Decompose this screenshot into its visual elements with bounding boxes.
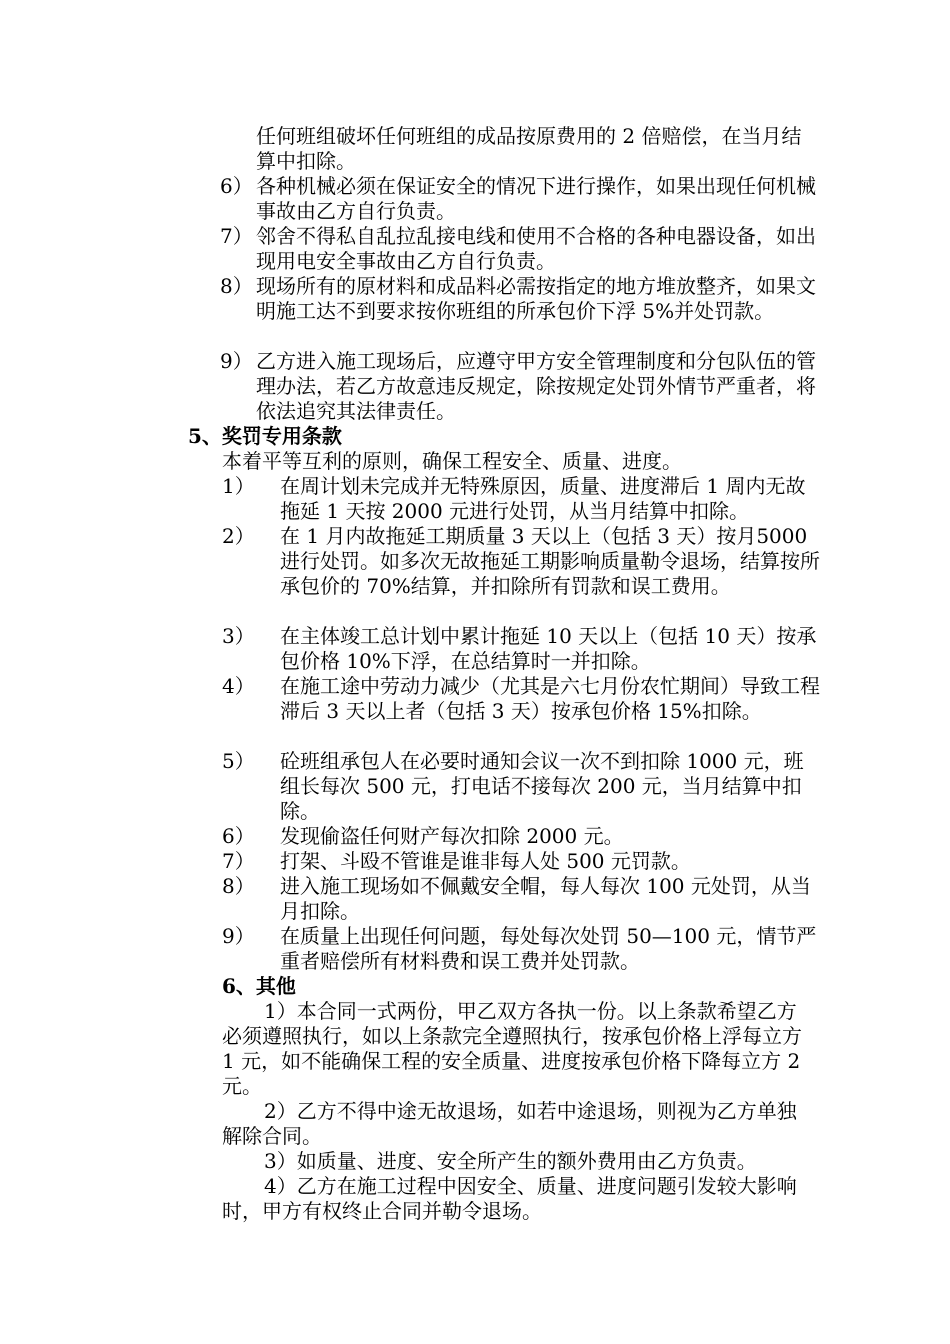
item-number: 3） — [222, 624, 255, 648]
item-number: 7） — [220, 224, 253, 248]
item-text: 打架、斗殴不管谁是谁非每人处 500 元罚款。 — [280, 849, 691, 873]
item-text: 在 1 月内故拖延工期质量 3 天以上（包括 3 天）按月5000 进行处罚。如多次无故拖延工期影响质量勒令退场，结算按所承包价的 70%结算，并扣除所有罚款和误工费用。 — [280, 524, 820, 598]
item-number: 8） — [220, 274, 253, 298]
item-text: 在主体竣工总计划中累计拖延 10 天以上（包括 10 天）按承包价格 10%下浮，在总结算时一并扣除。 — [280, 624, 817, 673]
list-item — [222, 524, 822, 599]
item-number: 6） — [220, 174, 253, 198]
paragraph: 4）乙方在施工过程中因安全、质量、进度问题引发较大影响时，甲方有权终止合同并勒令退场。 — [222, 1174, 797, 1223]
paragraph: 1）本合同一式两份，甲乙双方各执一份。以上条款希望乙方必须遵照执行，如以上条款完全遵照执行，按承包价格上浮每立方 1 元，如不能确保工程的安全质量、进度按承包价格下降每立方 2 元。 — [222, 999, 802, 1098]
item-number: 1） — [222, 474, 255, 498]
list-item — [222, 474, 822, 524]
section-heading-5: 5、奖罚专用条款 — [188, 424, 342, 448]
list-item — [222, 824, 822, 849]
item-text: 在施工途中劳动力减少（尤其是六七月份农忙期间）导致工程滞后 3 天以上者（包括 3 天）按承包价格 15%扣除。 — [280, 674, 820, 723]
list-item — [220, 274, 820, 324]
item-number: 9） — [220, 349, 253, 373]
item-number: 4） — [222, 674, 255, 698]
item-number: 9） — [222, 924, 255, 948]
list-item — [222, 674, 822, 724]
item-text: 邻舍不得私自乱拉乱接电线和使用不合格的各种电器设备，如出现用电安全事故由乙方自行负责。 — [256, 224, 816, 273]
paragraph: 2）乙方不得中途无故退场，如若中途退场，则视为乙方单独解除合同。 — [222, 1099, 797, 1148]
item-text: 在质量上出现任何问题，每处每次处罚 50—100 元，情节严重者赔偿所有材料费和误工费并处罚款。 — [280, 924, 817, 973]
list-item — [222, 749, 822, 824]
item-text: 发现偷盗任何财产每次扣除 2000 元。 — [280, 824, 624, 848]
item-text: 在周计划未完成并无特殊原因，质量、进度滞后 1 周内无故拖延 1 天按 2000 元进行处罚，从当月结算中扣除。 — [280, 474, 806, 523]
list-item — [222, 924, 822, 974]
item-text: 现场所有的原材料和成品料必需按指定的地方堆放整齐，如果文明施工达不到要求按你班组的所承包价下浮 5%并处罚款。 — [256, 274, 816, 323]
list-item — [220, 174, 820, 224]
item-number: 2） — [222, 524, 255, 548]
list-item — [222, 849, 822, 874]
item-number: 5） — [222, 749, 255, 773]
list-item — [220, 349, 820, 424]
item-text: 各种机械必须在保证安全的情况下进行操作，如果出现任何机械事故由乙方自行负责。 — [256, 174, 816, 223]
section-heading-6: 6、其他 — [222, 974, 296, 998]
item-text: 乙方进入施工现场后，应遵守甲方安全管理制度和分包队伍的管理办法，若乙方故意违反规定，除按规定处罚外情节严重者，将依法追究其法律责任。 — [256, 349, 816, 423]
item-number: 6） — [222, 824, 255, 848]
list-item — [220, 224, 820, 274]
item-number: 8） — [222, 874, 255, 898]
paragraph: 3）如质量、进度、安全所产生的额外费用由乙方负责。 — [264, 1149, 757, 1173]
list-item — [222, 874, 822, 924]
continuation-text: 任何班组破坏任何班组的成品按原费用的 2 倍赔偿，在当月结算中扣除。 — [256, 124, 802, 173]
list-item — [222, 624, 822, 674]
section-intro: 本着平等互利的原则，确保工程安全、质量、进度。 — [222, 449, 682, 473]
item-text: 砼班组承包人在必要时通知会议一次不到扣除 1000 元，班组长每次 500 元，打电话不接每次 200 元，当月结算中扣除。 — [280, 749, 804, 823]
item-number: 7） — [222, 849, 255, 873]
item-text: 进入施工现场如不佩戴安全帽，每人每次 100 元处罚，从当月扣除。 — [280, 874, 811, 923]
